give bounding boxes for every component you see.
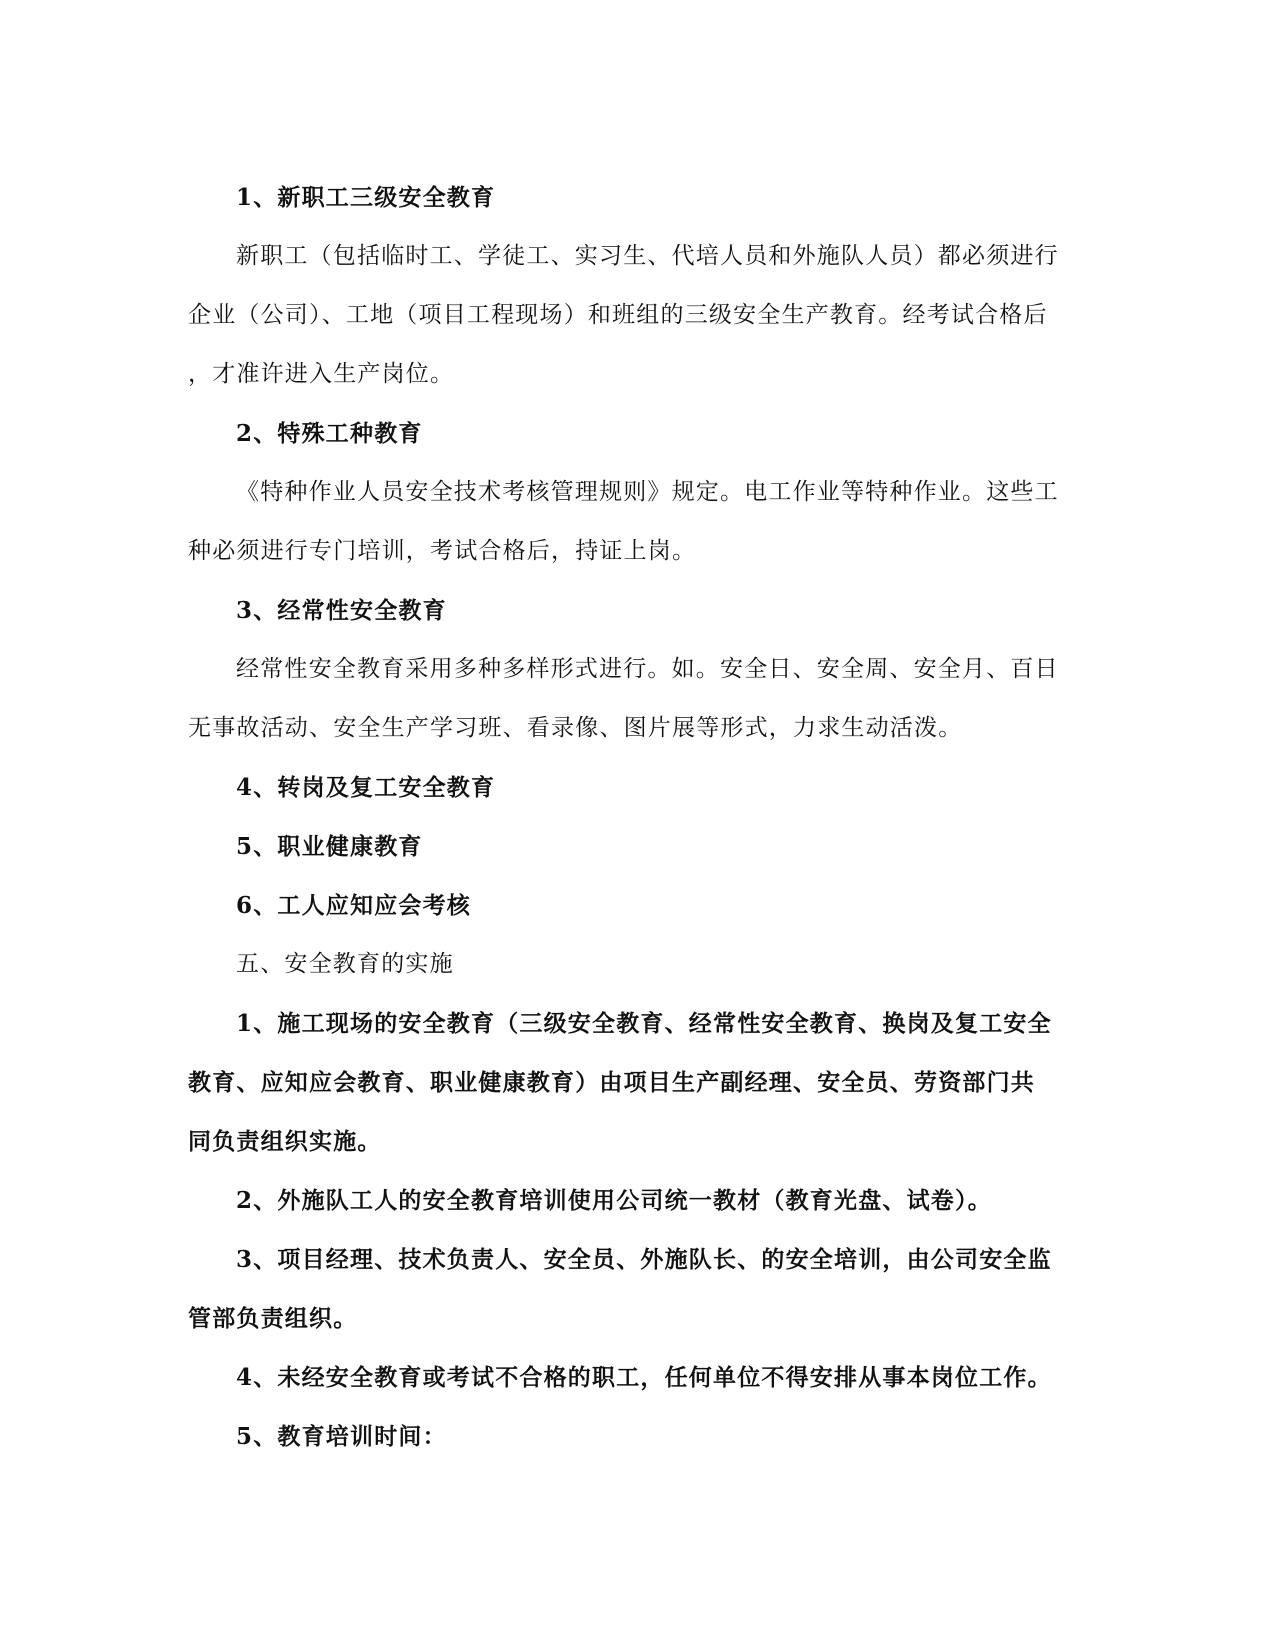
heading-transfer-return-education: 4、转岗及复工安全教育: [236, 774, 496, 801]
paragraph-line: 教育、应知应会教育、职业健康教育）由项目生产副经理、安全员、劳资部门共: [188, 1069, 1035, 1096]
section-title-implementation: 五、安全教育的实施: [236, 951, 454, 977]
paragraph-line: 4、未经安全教育或考试不合格的职工，任何单位不得安排从事本岗位工作。: [236, 1364, 1052, 1391]
paragraph-line: 《特种作业人员安全技术考核管理规则》规定。电工作业等特种作业。这些工: [236, 479, 1059, 505]
heading-worker-knowledge-assessment: 6、工人应知应会考核: [236, 892, 472, 919]
heading-special-trade-education: 2、特殊工种教育: [236, 420, 423, 447]
heading-regular-safety-education: 3、经常性安全教育: [236, 597, 447, 624]
paragraph-line: 新职工（包括临时工、学徒工、实习生、代培人员和外施队人员）都必须进行: [236, 243, 1059, 269]
paragraph-line: 企业（公司）、工地（项目工程现场）和班组的三级安全生产教育。经考试合格后: [188, 302, 1048, 328]
paragraph-line: 经常性安全教育采用多种多样形式进行。如。安全日、安全周、安全月、百日: [236, 656, 1059, 682]
heading-occupational-health-education: 5、职业健康教育: [236, 833, 423, 860]
paragraph-line: 3、项目经理、技术负责人、安全员、外施队长、的安全培训，由公司安全监: [236, 1246, 1052, 1273]
paragraph-line: ，才准许进入生产岗位。: [188, 361, 455, 387]
paragraph-line: 无事故活动、安全生产学习班、看录像、图片展等形式，力求生动活泼。: [188, 715, 963, 741]
paragraph-line: 2、外施队工人的安全教育培训使用公司统一教材（教育光盘、试卷）。: [236, 1187, 992, 1214]
paragraph-line: 种必须进行专门培训，考试合格后，持证上岗。: [188, 538, 697, 564]
paragraph-line: 5、教育培训时间：: [236, 1423, 447, 1450]
paragraph-line: 管部负责组织。: [188, 1305, 358, 1332]
document-body: [188, 168, 1088, 1466]
paragraph-line: 1、施工现场的安全教育（三级安全教育、经常性安全教育、换岗及复工安全: [236, 1010, 1052, 1037]
paragraph-line: 同负责组织实施。: [188, 1128, 382, 1155]
heading-new-staff-education: 1、新职工三级安全教育: [236, 184, 496, 211]
